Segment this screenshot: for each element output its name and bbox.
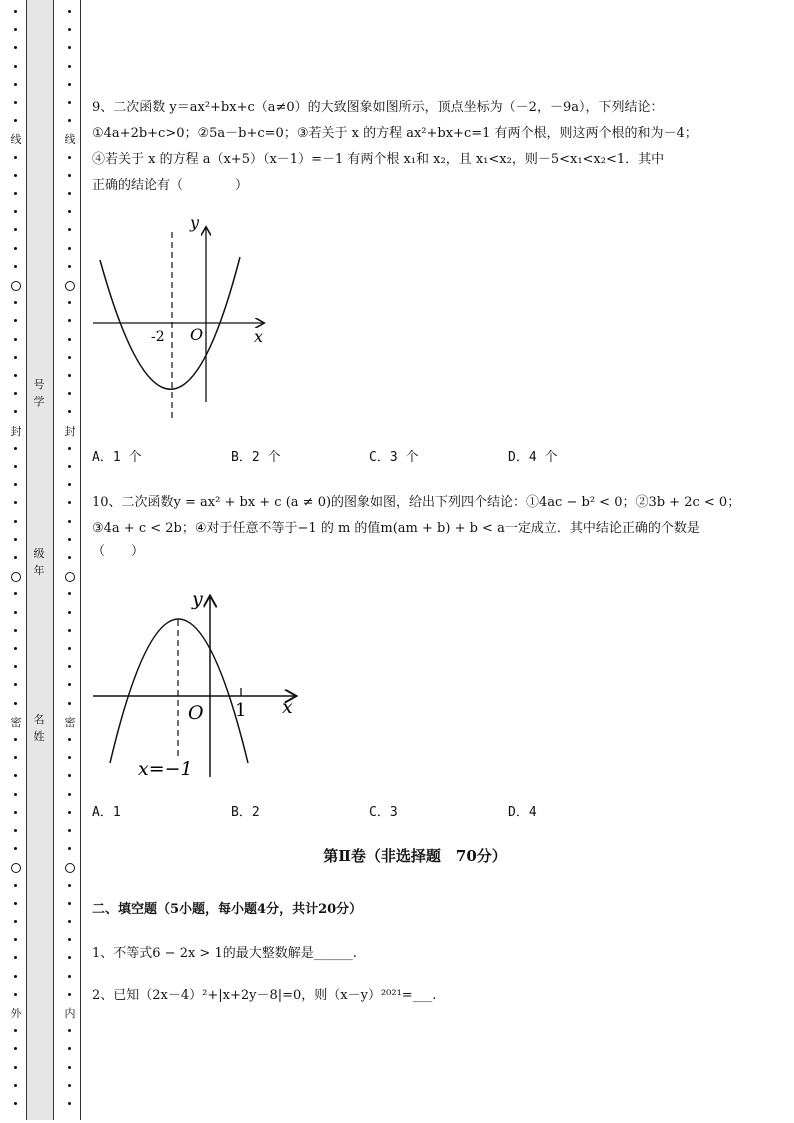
ring-mark (11, 281, 21, 291)
dot-mark (14, 338, 17, 341)
dot-mark (14, 356, 17, 359)
dot-mark (68, 975, 71, 978)
dot-mark (68, 629, 71, 632)
q10-option-d[interactable]: D．4 (508, 805, 537, 820)
dot-mark (14, 538, 17, 541)
dot-mark (68, 1066, 71, 1069)
dot-mark (14, 1047, 17, 1050)
dot-mark (68, 793, 71, 796)
dot-mark (68, 665, 71, 668)
dot-mark (14, 884, 17, 887)
dot-mark (68, 392, 71, 395)
student-id-field (26, 376, 52, 410)
q10-option-c[interactable]: C．3 (369, 805, 398, 820)
dot-mark (68, 956, 71, 959)
dot-mark (14, 1084, 17, 1087)
dot-mark (14, 1102, 17, 1105)
field-char: 年 (33, 564, 45, 577)
q10-option-b[interactable]: B．2 (231, 805, 260, 820)
outer-label-outside: 外 (8, 1008, 24, 1020)
dot-mark (68, 538, 71, 541)
dot-mark (14, 465, 17, 468)
field-char: 级 (33, 547, 45, 560)
fill-in-heading: 二、填空题（5小题，每小题4分，共计20分） (92, 902, 363, 917)
dot-mark (14, 228, 17, 231)
dot-mark (68, 83, 71, 86)
dot-mark (68, 301, 71, 304)
dot-mark (14, 301, 17, 304)
field-char: 名 (33, 713, 45, 726)
dot-mark (68, 210, 71, 213)
dot-mark (68, 811, 71, 814)
dot-mark (14, 702, 17, 705)
dot-mark (68, 46, 71, 49)
dot-mark (14, 319, 17, 322)
x-axis-label: x (254, 327, 264, 346)
dot-mark (14, 1029, 17, 1032)
dot-mark (68, 993, 71, 996)
ring-mark (65, 281, 75, 291)
dot-mark (68, 10, 71, 13)
q9-option-c[interactable]: C．3 个 (369, 450, 419, 465)
inner-label-inside: 内 (62, 1008, 78, 1020)
binding-line (80, 0, 81, 1120)
dot-mark (68, 65, 71, 68)
dot-mark (68, 247, 71, 250)
dot-mark (14, 483, 17, 486)
dot-mark (14, 738, 17, 741)
origin-label: O (188, 702, 204, 724)
q9-option-a[interactable]: A．1 个 (92, 450, 142, 465)
dot-mark (14, 902, 17, 905)
dot-mark (14, 392, 17, 395)
q9-line-1: 9、二次函数 y＝ax²+bx+c（a≠0）的大致图象如图所示，顶点坐标为（－2，－9a），下列结论： (92, 100, 664, 115)
dot-mark (14, 592, 17, 595)
dot-mark (68, 410, 71, 413)
dot-mark (68, 319, 71, 322)
outer-label-secret: 密 (8, 717, 24, 729)
dot-mark (68, 28, 71, 31)
dot-mark (14, 65, 17, 68)
ring-mark (65, 572, 75, 582)
dot-mark (14, 938, 17, 941)
section-2-title: 第Ⅱ卷（非选择题 70分） (323, 847, 507, 865)
dot-mark (68, 520, 71, 523)
dot-mark (68, 1084, 71, 1087)
field-char: 学 (33, 395, 45, 408)
dot-mark (14, 520, 17, 523)
x-axis-label: x (282, 696, 293, 718)
dot-mark (68, 465, 71, 468)
dot-mark (68, 228, 71, 231)
dot-mark (68, 611, 71, 614)
field-char: 姓 (33, 730, 45, 743)
dot-mark (14, 556, 17, 559)
dot-mark (68, 447, 71, 450)
dot-mark (68, 920, 71, 923)
q10-parabola-graph (88, 585, 308, 785)
tick-label: -2 (151, 329, 165, 345)
dot-mark (14, 192, 17, 195)
field-char: 号 (33, 378, 45, 391)
dot-mark (14, 101, 17, 104)
inner-label-secret: 密 (62, 717, 78, 729)
y-axis-label: y (192, 588, 203, 610)
dot-mark (14, 829, 17, 832)
q10-line-3: （ ） (92, 544, 145, 559)
outer-dotted-line (10, 4, 22, 1116)
dot-mark (68, 938, 71, 941)
q9-line-2: ①4a+2b+c>0；②5a－b+c=0；③若关于 x 的方程 ax²+bx+c=1 有两个根，则这两个根的和为－4； (92, 126, 698, 141)
q10-option-a[interactable]: A．1 (92, 805, 121, 820)
dot-mark (14, 665, 17, 668)
dot-mark (14, 374, 17, 377)
name-field (26, 711, 52, 745)
dot-mark (14, 975, 17, 978)
outer-label-line: 线 (8, 134, 24, 146)
grade-field (26, 545, 52, 579)
dot-mark (68, 647, 71, 650)
dot-mark (68, 702, 71, 705)
dot-mark (68, 101, 71, 104)
dot-mark (68, 483, 71, 486)
q10-line-1: 10、二次函数y = ax² + bx + c (a ≠ 0)的图象如图，给出下列四个结论：①4ac − b² < 0；②3b + 2c < 0； (92, 495, 741, 510)
dot-mark (14, 28, 17, 31)
origin-label: O (190, 325, 204, 344)
dot-mark (68, 556, 71, 559)
question-10 (92, 490, 742, 562)
dot-mark (14, 993, 17, 996)
dot-mark (14, 156, 17, 159)
dot-mark (14, 793, 17, 796)
inner-dotted-line (64, 4, 76, 1116)
dot-mark (14, 119, 17, 122)
dot-mark (14, 174, 17, 177)
fill-question-1: 1、不等式6 − 2x > 1的最大整数解是______. (92, 946, 357, 961)
dot-mark (68, 119, 71, 122)
dot-mark (68, 829, 71, 832)
inner-label-seal: 封 (62, 426, 78, 438)
symmetry-axis-label: x=−1 (138, 758, 193, 780)
dot-mark (68, 338, 71, 341)
dot-mark (68, 356, 71, 359)
dot-mark (68, 156, 71, 159)
dot-mark (68, 884, 71, 887)
dot-mark (68, 756, 71, 759)
q9-line-3: ④若关于 x 的方程 a（x+5）（x－1）=－1 有两个根 x₁和 x₂，且 x₁<x₂，则－5<x₁<x₂<1．其中 (92, 152, 665, 167)
dot-mark (68, 738, 71, 741)
q9-parabola-graph (88, 210, 278, 430)
inner-label-line: 线 (62, 134, 78, 146)
dot-mark (14, 447, 17, 450)
dot-mark (68, 902, 71, 905)
dot-mark (14, 774, 17, 777)
q9-line-4: 正确的结论有（ ） (92, 178, 249, 193)
dot-mark (68, 1047, 71, 1050)
dot-mark (14, 756, 17, 759)
dot-mark (68, 192, 71, 195)
dot-mark (14, 265, 17, 268)
dot-mark (14, 1066, 17, 1069)
dot-mark (14, 501, 17, 504)
parabola-curve (110, 619, 248, 763)
dot-mark (14, 210, 17, 213)
dot-mark (68, 683, 71, 686)
q9-option-d[interactable]: D．4 个 (508, 450, 558, 465)
dot-mark (68, 1029, 71, 1032)
dot-mark (68, 1102, 71, 1105)
dot-mark (14, 683, 17, 686)
dot-mark (68, 265, 71, 268)
tick-label: 1 (235, 700, 247, 721)
dot-mark (14, 811, 17, 814)
dot-mark (14, 956, 17, 959)
dot-mark (14, 83, 17, 86)
dot-mark (14, 647, 17, 650)
dot-mark (14, 920, 17, 923)
dot-mark (14, 611, 17, 614)
q9-option-b[interactable]: B．2 个 (231, 450, 281, 465)
dot-mark (68, 774, 71, 777)
dot-mark (14, 10, 17, 13)
q10-line-2: ③4a + c < 2b；④对于任意不等于−1 的 m 的值m(am + b) + b < a一定成立．其中结论正确的个数是 (92, 521, 700, 536)
dot-mark (68, 501, 71, 504)
dot-mark (14, 410, 17, 413)
dot-mark (68, 174, 71, 177)
dot-mark (68, 592, 71, 595)
dot-mark (14, 629, 17, 632)
ring-mark (11, 572, 21, 582)
y-axis-label: y (190, 213, 200, 232)
dot-mark (68, 374, 71, 377)
question-9 (92, 95, 742, 199)
fill-question-2: 2、已知（2x－4）²+|x+2y－8|=0，则（x－y）²⁰²¹=___. (92, 988, 437, 1003)
dot-mark (14, 46, 17, 49)
dot-mark (14, 247, 17, 250)
outer-label-seal: 封 (8, 426, 24, 438)
